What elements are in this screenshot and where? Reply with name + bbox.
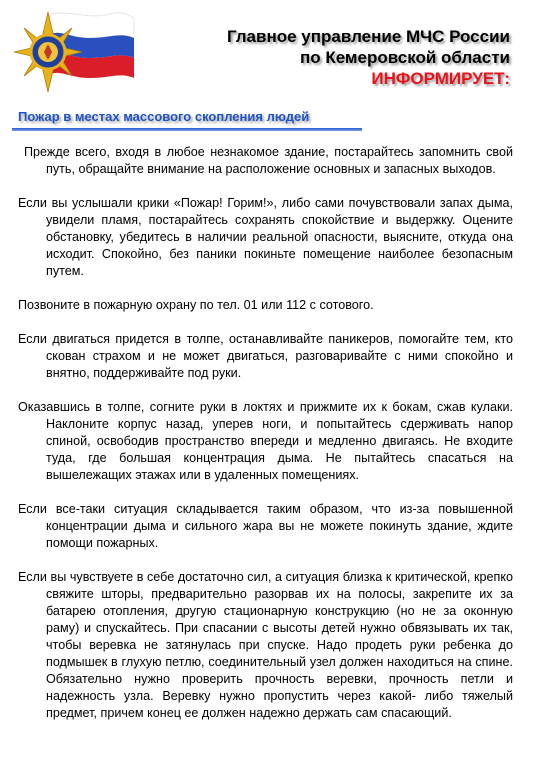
header-line-3: ИНФОРМИРУЕТ: [371, 69, 510, 88]
paragraph-5: Оказавшись в толпе, согните руки в локтях и прижмите их к бокам, сжав кулаки. Наклоните корпус назад, уперев ноги, и попытайтесь сдерживать напор спиной, освободив пространство впереди и медленно двигаясь. Не входите туда, где большая концентрация дыма. Не пытайтесь спасаться на вышележащих этажах или в удаленных помещениях. [18, 400, 513, 482]
header-line-2: по Кемеровской области [299, 48, 510, 67]
paragraph-6: Если все-таки ситуация складывается таким образом, что из-за повышенной концентрации дыма и сильного жара вы не можете покинуть здание, ждите помощи пожарных. [18, 502, 513, 550]
section-title: Пожар в местах массового скопления людей [18, 109, 310, 124]
paragraph-4: Если двигаться придется в толпе, останавливайте паникеров, помогайте тем, кто скован страхом и не может двигаться, разговаривайте с ними спокойно и внятно, поддерживайте под руки. [18, 332, 513, 380]
header-text [227, 26, 510, 89]
content [18, 144, 513, 739]
header-line-1: Главное управление МЧС России [226, 27, 510, 46]
paragraph-1: Прежде всего, входя в любое незнакомое здание, постарайтесь запомнить свой путь, обращайте внимание на расположение основных и запасных выходов. [24, 145, 513, 176]
header [0, 0, 534, 100]
paragraph-2: Если вы услышали крики «Пожар! Горим!», либо сами почувствовали запах дыма, увидели пламя, постарайтесь сохранять спокойствие и выдержку. Оцените обстановку, убедитесь в наличии реальной опасности, выясните, откуда она исходит. Спокойно, без паники покиньте помещение наиболее безопасным путем. [18, 196, 513, 278]
paragraph-3: Позвоните в пожарную охрану по тел. 01 или 112 с сотового. [18, 298, 374, 312]
mchs-emblem-icon [10, 8, 138, 96]
paragraph-7: Если вы чувствуете в себе достаточно сил, а ситуация близка к критической, крепко свяжите шторы, предварительно разорвав их на полосы, закрепите их за батарею отопления, другую стационарную конструкцию (но не за оконную раму) и спускайтесь. При спасании с высоты детей нужно обвязывать их так, чтобы веревка не затянулась при спуске. Надо продеть руки ребенка до подмышек в глухую петлю, соединительный узел должен находиться на спине. Обязательно нужно проверить прочность веревки, прочность петли и надежность узла. Веревку нужно пропустить через какой- либо тяжелый предмет, причем конец ее должен надежно держать сам спасающий. [18, 570, 513, 720]
title-underline [12, 128, 362, 131]
